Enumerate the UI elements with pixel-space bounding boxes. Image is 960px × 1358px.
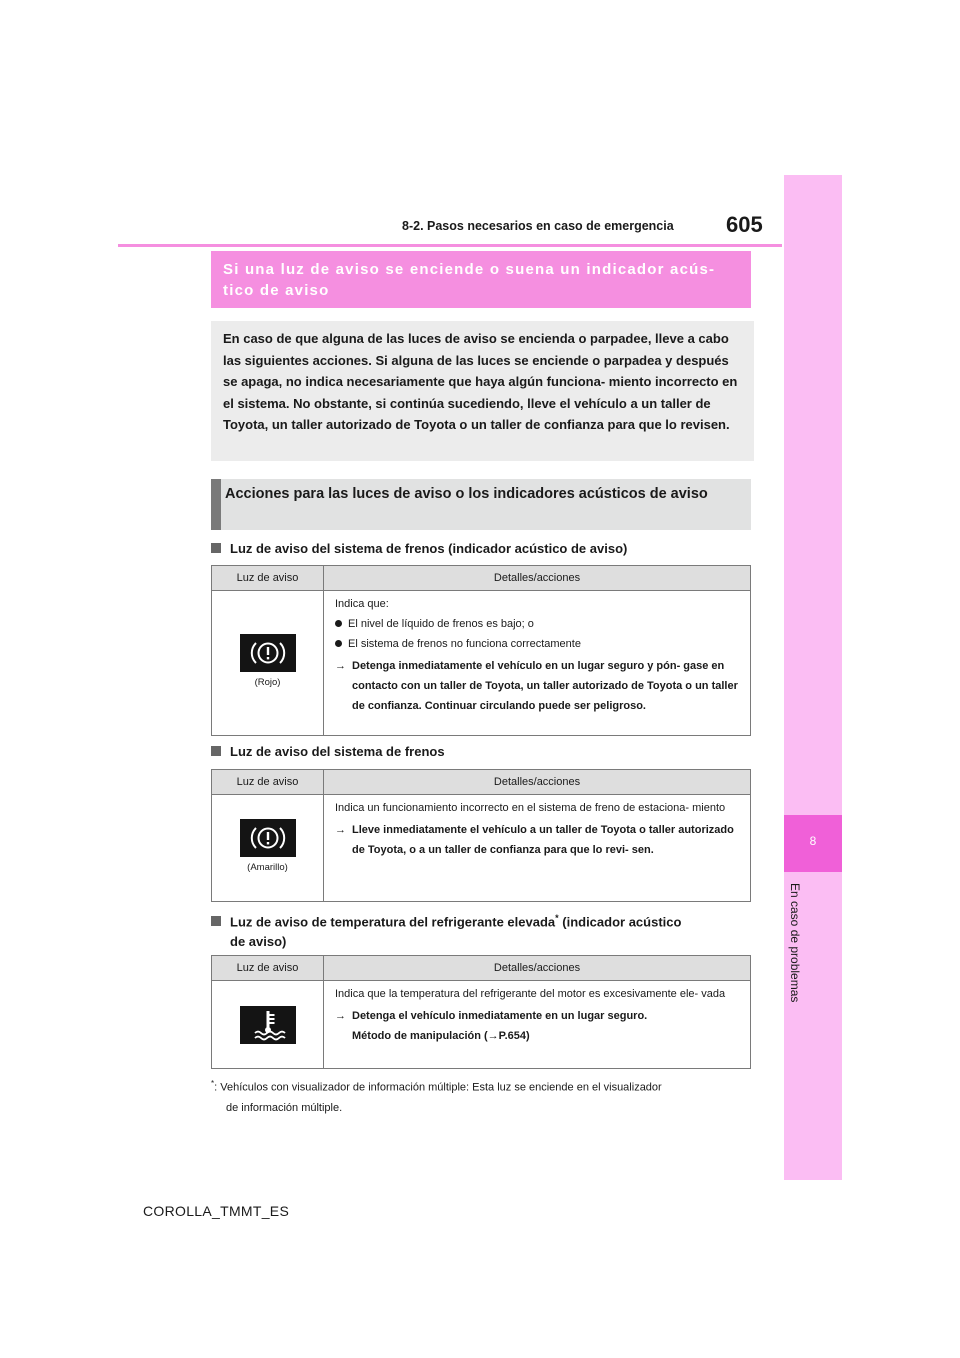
arrow-icon: → [335, 824, 346, 836]
footnote: *: Vehículos con visualizador de información múltiple: Esta luz se enciende en el visualizador de información múltiple. [211, 1074, 751, 1118]
lamp-cell [212, 981, 324, 1069]
brake-warning-icon [240, 634, 296, 672]
details-intro: Indica que: [335, 598, 389, 610]
coolant-temperature-icon [240, 1006, 296, 1044]
section-heading: Si una luz de aviso se enciende o suena un indicador acús- tico de aviso [211, 251, 751, 308]
warning-title-text: Luz de aviso de temperatura del refrigerante elevada [230, 914, 556, 930]
bullet-icon [335, 620, 342, 627]
side-tab-number: 8 [809, 834, 817, 848]
table-header-details: Detalles/acciones [324, 566, 751, 591]
lamp-cell [212, 795, 324, 902]
list-item: El sistema de frenos no funciona correctamente [335, 634, 746, 654]
arrow-icon: → [487, 1030, 499, 1042]
document-code: COROLLA_TMMT_ES [143, 1203, 290, 1219]
page-reference: P.654 [498, 1030, 526, 1042]
side-tab [784, 175, 842, 1180]
table-header-light: Luz de aviso [212, 770, 324, 795]
warning-title-text: Luz de aviso del sistema de frenos [230, 744, 445, 759]
footnote-mark: * [211, 1079, 215, 1088]
header-rule [118, 244, 782, 247]
warning-title-brake-yellow [211, 742, 445, 762]
chapter-header: 8-2. Pasos necesarios en caso de emergencia [402, 219, 674, 233]
warning-table-brake-red [211, 565, 751, 736]
table-header-light: Luz de aviso [212, 956, 324, 981]
page-number: 605 [726, 212, 763, 237]
warning-title-text: Luz de aviso del sistema de frenos (indicador acústico de aviso) [230, 541, 628, 556]
brake-warning-icon [240, 819, 296, 857]
action-text: → Detenga el vehículo inmediatamente en un lugar seguro. Método de manipulación (→P.654) [335, 1006, 746, 1046]
arrow-icon: → [335, 1010, 346, 1022]
warning-title-coolant: Luz de aviso de temperatura del refrigerante elevada* (indicador acústico de aviso) [211, 908, 681, 952]
warning-title-text-line2: de aviso) [230, 934, 287, 950]
action-text: → Detenga inmediatamente el vehículo en un lugar seguro y pón- gase en contacto con un taller de Toyota, un taller autorizado de Toyota o un taller de confianza. Continuar circulando puede ser peligroso. [335, 656, 746, 716]
warning-table-brake-yellow [211, 769, 751, 902]
table-header-light: Luz de aviso [212, 566, 324, 591]
details-intro: Indica un funcionamiento incorrecto en el sistema de freno de estaciona- miento [335, 802, 726, 814]
warning-table-coolant [211, 955, 751, 1069]
subsection-heading: Acciones para las luces de aviso o los indicadores acústicos de aviso [211, 479, 751, 530]
details-cell [324, 591, 751, 736]
intro-text: En caso de que alguna de las luces de aviso se encienda o parpadee, lleve a cabo las siguientes acciones. Si alguna de las luces se enciende o parpadea y después se apaga, no indica necesariamente que haya algún funciona- miento incorrecto en el sistema. No obstante, si continúa sucediendo, lleve el vehículo a un taller de Toyota, un taller autorizado de Toyota o un taller de confianza para que lo revisen. [211, 321, 754, 461]
table-header-details: Detalles/acciones [324, 770, 751, 795]
table-header-details: Detalles/acciones [324, 956, 751, 981]
footnote-line2: de información múltiple. [226, 1101, 343, 1114]
footnote-mark: * [555, 913, 559, 923]
warning-title-brake-red [211, 539, 627, 559]
list-item: El nivel de líquido de frenos es bajo; o [335, 614, 746, 634]
details-cell [324, 981, 751, 1069]
action-text: → Lleve inmediatamente el vehículo a un taller de Toyota o taller autorizado de Toyota, o a un taller de confianza para que lo revi- sen. [335, 820, 746, 860]
details-intro: Indica que la temperatura del refrigerante del motor es excesivamente ele- vada [335, 988, 726, 1000]
square-bullet-icon [211, 746, 221, 756]
square-bullet-icon [211, 916, 221, 926]
bullet-icon [335, 640, 342, 647]
square-bullet-icon [211, 543, 221, 553]
lamp-cell [212, 591, 324, 736]
lamp-color-label: (Rojo) [254, 676, 281, 688]
details-cell [324, 795, 751, 902]
lamp-color-label: (Amarillo) [247, 861, 288, 873]
arrow-icon: → [335, 660, 346, 672]
side-tab-title: En caso de problemas [788, 883, 802, 1003]
